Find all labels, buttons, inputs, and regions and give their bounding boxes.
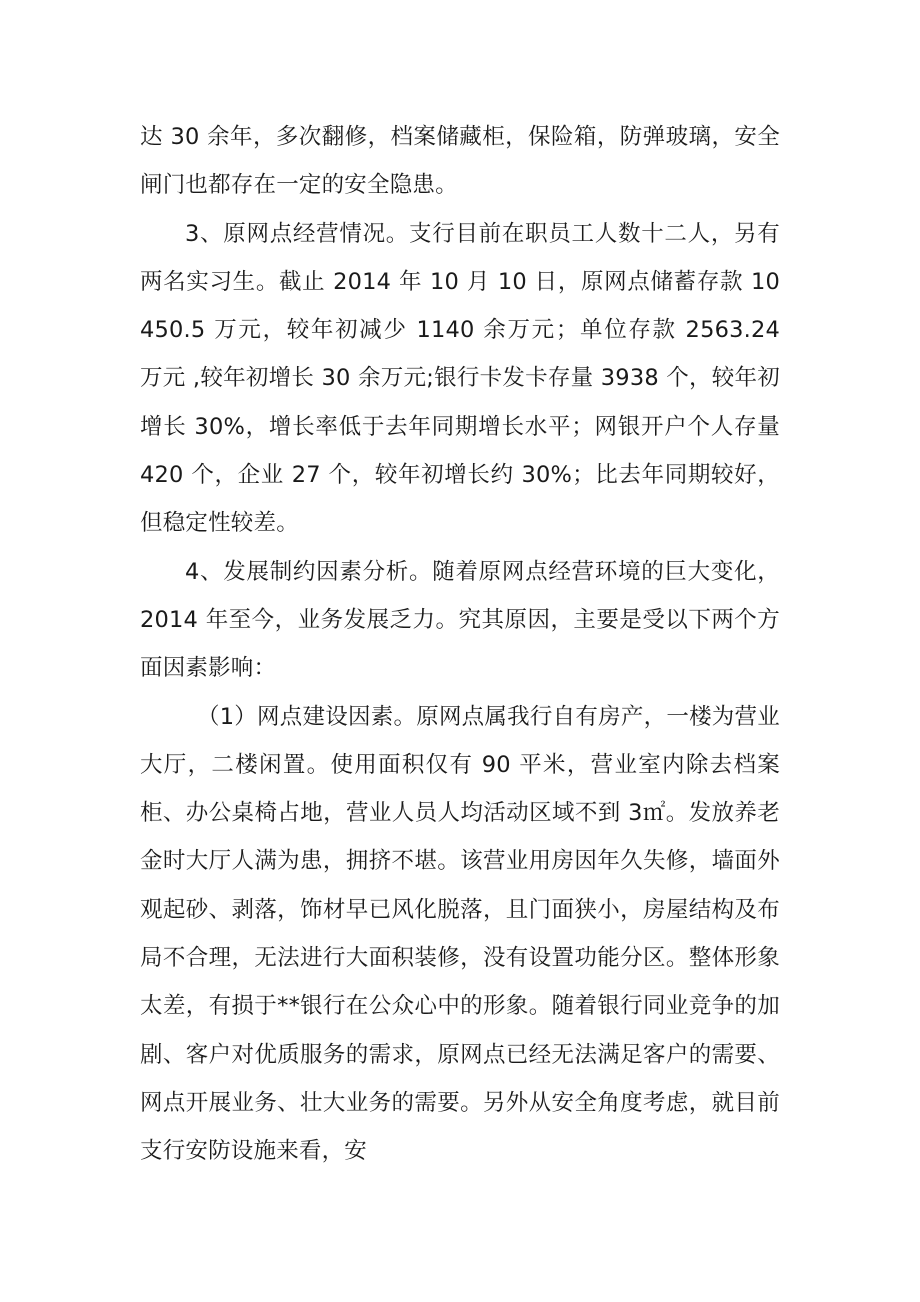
document-body: [140, 113, 780, 1176]
paragraph-operations: 3、原网点经营情况。支行目前在职员工人数十二人，另有两名实习生。截止 2014 年 10 月 10 日，原网点储蓄存款 10450.5 万元，较年初减少 1140 余万元；单位存款 2563.24 万元 ,较年初增长 30 余万元;银行卡发卡存量 3938 个，较年初增长 30%，增长率低于去年同期增长水平；网银开户个人存量 420 个，企业 27 个，较年初增长约 30%；比去年同期较好，但稳定性较差。: [140, 220, 780, 537]
paragraph-constraints: 4、发展制约因素分析。随着原网点经营环境的巨大变化，2014 年至今，业务发展乏力。究其原因，主要是受以下两个方面因素影响：: [140, 558, 780, 682]
paragraph-outlet-construction: （1）网点建设因素。原网点属我行自有房产，一楼为营业大厅，二楼闲置。使用面积仅有 90 平米，营业室内除去档案柜、办公桌椅占地，营业人员人均活动区域不到 3㎡。发放养老金时大厅人满为患，拥挤不堪。该营业用房因年久失修，墙面外观起砂、剥落，饰材早已风化脱落，且门面狭小，房屋结构及布局不合理，无法进行大面积装修，没有设置功能分区。整体形象太差，有损于**银行在公众心中的形象。随着银行同业竞争的加剧、客户对优质服务的需求，原网点已经无法满足客户的需要、网点开展业务、壮大业务的需要。另外从安全角度考虑，就目前支行安防设施来看，安: [140, 703, 780, 1165]
paragraph-continuation: 达 30 余年，多次翻修，档案储藏柜，保险箱，防弹玻璃，安全闸门也都存在一定的安全隐患。: [140, 124, 780, 199]
